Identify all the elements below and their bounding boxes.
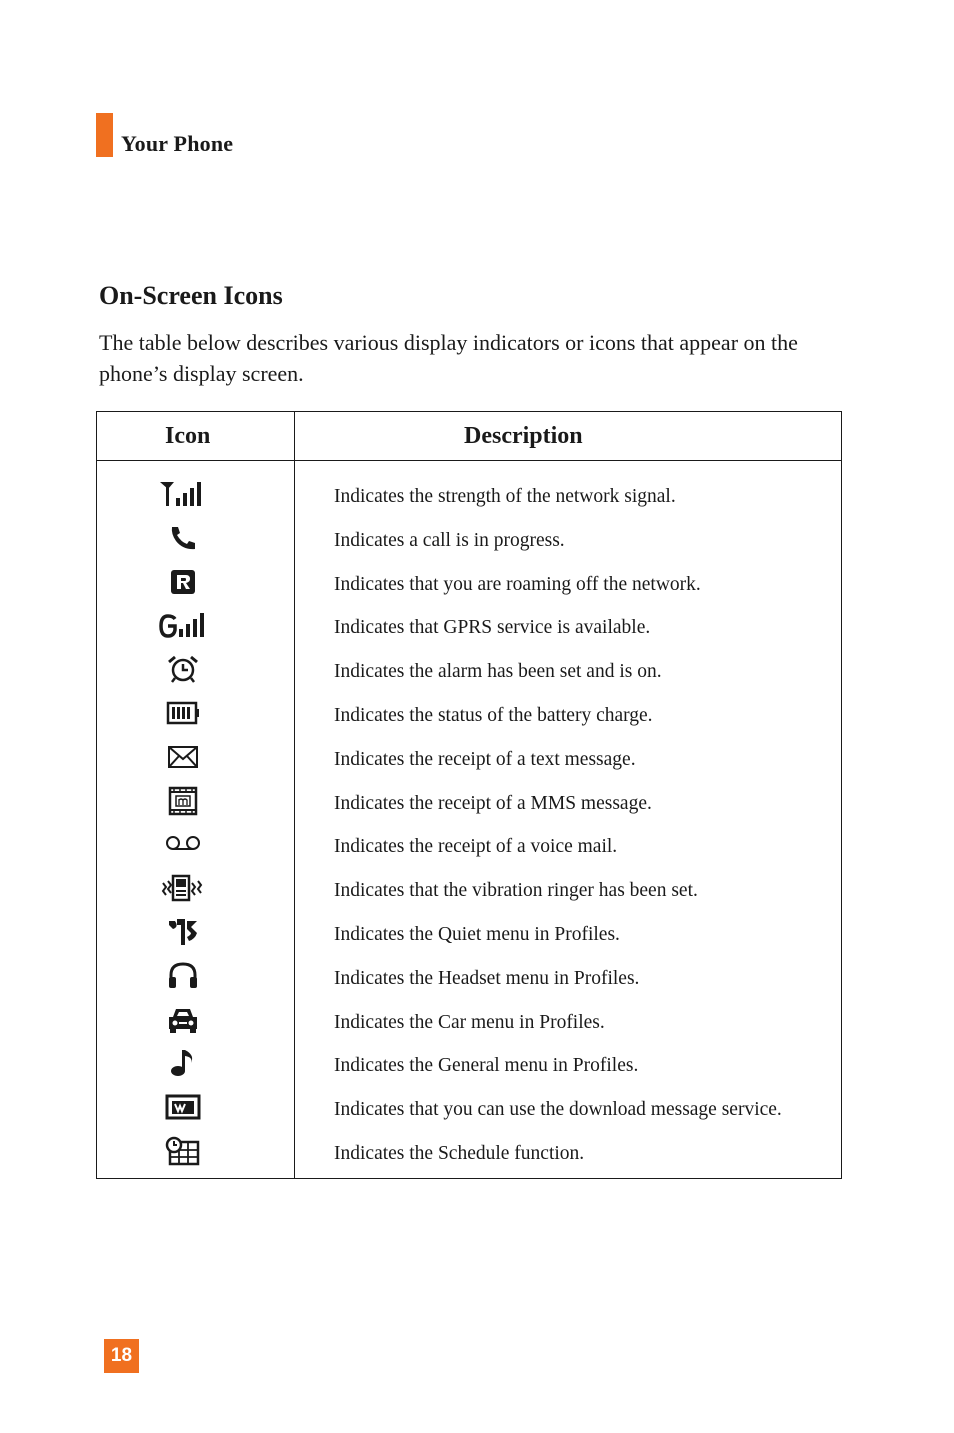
table-row: [97, 693, 841, 737]
mms-message-icon: [153, 785, 213, 817]
header-accent-bar: [96, 113, 113, 157]
row-description: Indicates that the vibration ringer has been set.: [334, 880, 698, 902]
alarm-icon: [153, 653, 213, 685]
download-message-icon: [153, 1091, 213, 1123]
signal-strength-icon: [153, 478, 213, 510]
table-row: [97, 474, 841, 518]
table-row: [97, 912, 841, 956]
row-description: Indicates that GPRS service is available.: [334, 617, 651, 639]
row-description: Indicates the Quiet menu in Profiles.: [334, 924, 620, 945]
table-row: [97, 1131, 841, 1175]
table-row: [97, 562, 841, 606]
car-icon: [153, 1004, 213, 1036]
column-header-icon: Icon: [165, 423, 211, 449]
roaming-icon: [153, 566, 213, 598]
row-description: Indicates that you can use the download message service.: [334, 1099, 782, 1121]
table-row: [97, 781, 841, 825]
table-row: [97, 824, 841, 868]
headset-icon: [153, 960, 213, 992]
quiet-profile-icon: [153, 916, 213, 948]
icons-table: [96, 411, 842, 1179]
row-description: Indicates the Headset menu in Profiles.: [334, 967, 640, 989]
header-divider: [97, 460, 841, 461]
row-description: Indicates the Schedule function.: [334, 1143, 585, 1164]
table-row: [97, 737, 841, 781]
table-row: [97, 1087, 841, 1131]
table-row: [97, 649, 841, 693]
row-description: Indicates the General menu in Profiles.: [334, 1055, 639, 1077]
text-message-icon: [153, 741, 213, 773]
schedule-icon: [153, 1135, 213, 1167]
vibration-icon: [153, 872, 213, 904]
header-section-title: Your Phone: [121, 131, 234, 156]
row-description: Indicates a call is in progress.: [334, 529, 565, 551]
table-row: [97, 868, 841, 912]
voicemail-icon: [153, 828, 213, 860]
row-description: Indicates that you are roaming off the network.: [334, 573, 701, 595]
row-description: Indicates the strength of the network signal.: [334, 486, 676, 507]
row-description: Indicates the receipt of a MMS message.: [334, 792, 652, 814]
column-header-description: Description: [464, 423, 583, 449]
table-row: [97, 605, 841, 649]
table-row: [97, 1043, 841, 1087]
row-description: Indicates the alarm has been set and is on.: [334, 661, 662, 683]
gprs-icon: [153, 609, 213, 641]
row-description: Indicates the status of the battery charge.: [334, 705, 653, 726]
row-description: Indicates the receipt of a voice mail.: [334, 836, 618, 858]
page-title: On-Screen Icons: [99, 281, 283, 310]
row-description: Indicates the Car menu in Profiles.: [334, 1011, 605, 1033]
row-description: Indicates the receipt of a text message.: [334, 748, 636, 770]
intro-paragraph: The table below describes various display indicators or icons that appear on the phone’s display screen.: [99, 330, 798, 386]
table-row: [97, 1000, 841, 1044]
music-note-icon: [153, 1047, 213, 1079]
table-row: [97, 518, 841, 562]
table-row: [97, 956, 841, 1000]
phone-call-icon: [153, 522, 213, 554]
battery-icon: [153, 697, 213, 729]
page-number: 18: [104, 1339, 139, 1373]
